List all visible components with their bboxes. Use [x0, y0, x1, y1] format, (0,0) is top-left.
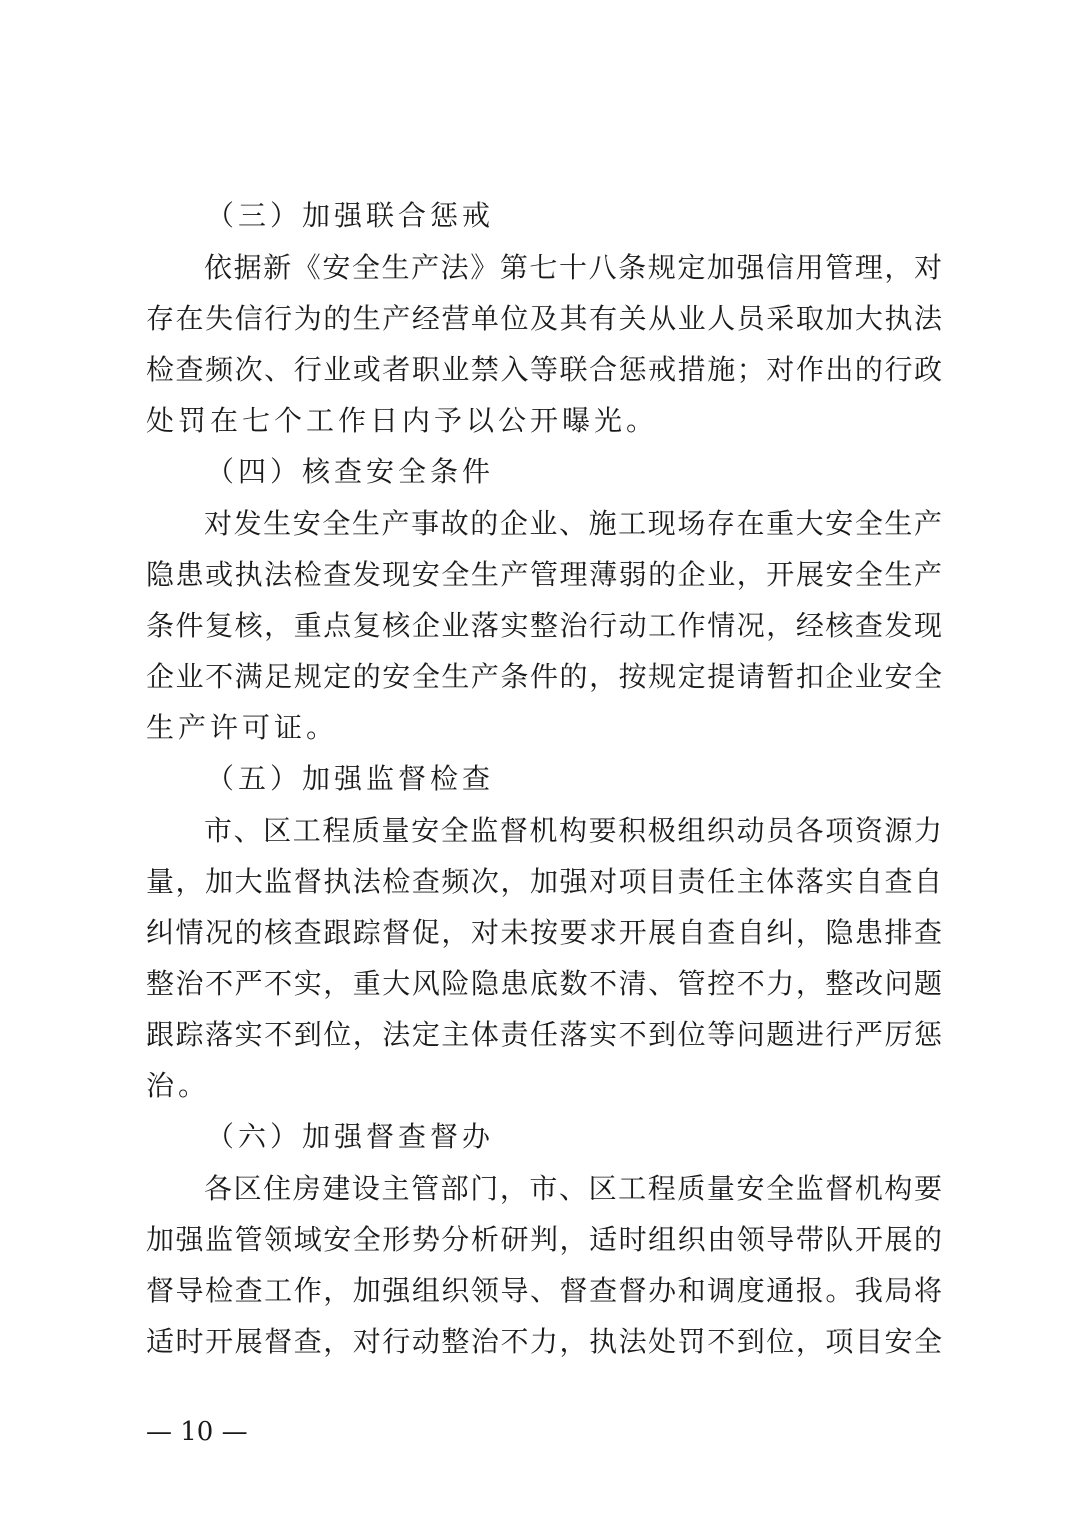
paragraph-line: 依据新《安全生产法》第七十八条规定加强信用管理，对 [204, 251, 942, 284]
paragraph-line: 检查频次、行业或者职业禁入等联合惩戒措施；对作出的行政 [146, 353, 942, 386]
paragraph-line: 存在失信行为的生产经营单位及其有关从业人员采取加大执法 [146, 302, 942, 335]
section-heading-3: （三）加强联合惩戒 [206, 199, 495, 232]
section-heading-4: （四）核查安全条件 [206, 455, 495, 488]
section-paragraph-4 [146, 498, 942, 753]
paragraph-line: 整治不严不实，重大风险隐患底数不清、管控不力，整改问题 [146, 967, 942, 1000]
document-body [146, 190, 942, 1367]
paragraph-line: 纠情况的核查跟踪督促，对未按要求开展自查自纠，隐患排查 [146, 916, 942, 949]
section-paragraph-6 [146, 1163, 942, 1367]
paragraph-line: 各区住房建设主管部门，市、区工程质量安全监督机构要 [204, 1172, 942, 1205]
section-paragraph-3 [146, 242, 942, 446]
section-heading-6: （六）加强督查督办 [206, 1120, 495, 1153]
paragraph-line: 对发生安全生产事故的企业、施工现场存在重大安全生产 [204, 507, 942, 540]
paragraph-line: 企业不满足规定的安全生产条件的，按规定提请暂扣企业安全 [146, 660, 942, 693]
paragraph-line: 处罚在七个工作日内予以公开曝光。 [146, 404, 659, 437]
paragraph-line: 量，加大监督执法检查频次，加强对项目责任主体落实自查自 [146, 865, 942, 898]
paragraph-line: 督导检查工作，加强组织领导、督查督办和调度通报。我局将 [146, 1274, 942, 1307]
page-number: — 10 — [146, 1417, 248, 1447]
paragraph-line: 治。 [146, 1069, 211, 1102]
paragraph-line: 适时开展督查，对行动整治不力，执法处罚不到位，项目安全 [146, 1325, 942, 1358]
paragraph-line: 隐患或执法检查发现安全生产管理薄弱的企业，开展安全生产 [146, 558, 942, 591]
paragraph-line: 加强监管领域安全形势分析研判，适时组织由领导带队开展的 [146, 1223, 942, 1256]
section-heading-5: （五）加强监督检查 [206, 762, 495, 795]
paragraph-line: 条件复核，重点复核企业落实整治行动工作情况，经核查发现 [146, 609, 942, 642]
paragraph-line: 生产许可证。 [146, 711, 339, 744]
paragraph-line: 跟踪落实不到位，法定主体责任落实不到位等问题进行严厉惩 [146, 1018, 942, 1051]
paragraph-line: 市、区工程质量安全监督机构要积极组织动员各项资源力 [204, 814, 942, 847]
section-paragraph-5 [146, 805, 942, 1111]
